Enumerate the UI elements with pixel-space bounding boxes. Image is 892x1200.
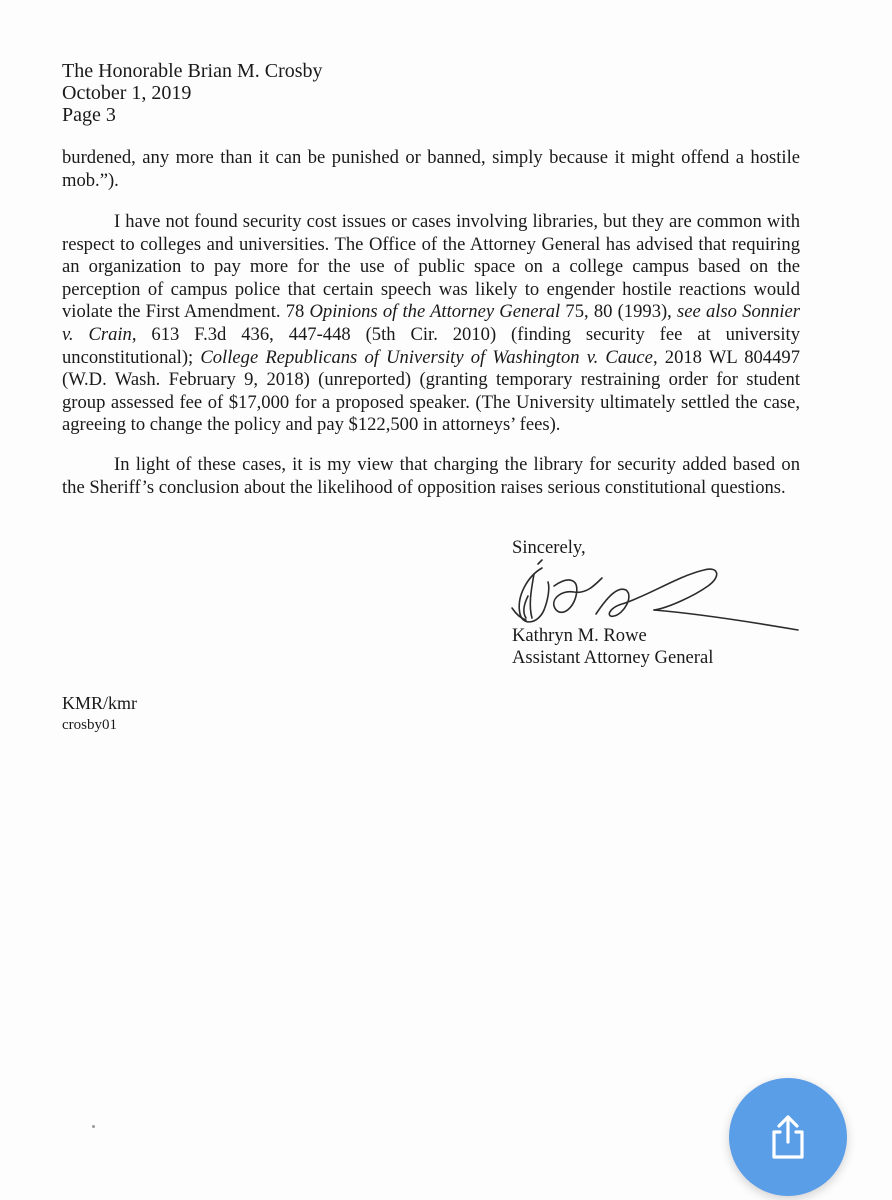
case-name: see also Sonnier v. Crain	[62, 301, 800, 345]
paragraph-text: , 613 F.3d 436, 447-448 (5th Cir. 2010) (finding security fee at university unconstitutional);	[62, 323, 800, 368]
case-name: College Republicans of University of Washington v. Cauce	[200, 346, 653, 368]
letter-date: October 1, 2019	[62, 82, 192, 104]
file-reference: crosby01	[62, 717, 117, 733]
paragraph-continuation	[62, 147, 800, 192]
recipient-line: The Honorable Brian M. Crosby	[62, 60, 323, 82]
paragraph-text: burdened, any more than it can be punished or banned, simply because it might offend a hostile mob.”).	[62, 147, 800, 191]
page-number: Page 3	[62, 104, 116, 126]
author-initials: KMR/kmr	[62, 693, 138, 713]
paragraph-conclusion	[62, 454, 800, 499]
paragraph-text: 75, 80 (1993),	[560, 301, 678, 323]
paragraph-text: In light of these cases, it is my view that charging the library for security added based on the Sheriff’s conclusion about the likelihood of opposition raises serious constitutional questions.	[62, 454, 800, 498]
paragraph-security-costs	[62, 211, 800, 437]
scan-speck	[92, 1125, 95, 1128]
signer-name: Kathryn M. Rowe	[512, 625, 647, 646]
closing-salutation: Sincerely,	[512, 537, 586, 558]
share-button[interactable]	[729, 1078, 847, 1196]
share-icon	[768, 1114, 808, 1160]
citation-title: Opinions of the Attorney General	[309, 301, 561, 323]
paragraph-text: , 2018 WL 804497 (W.D. Wash. February 9, 2018) (unreported) (granting temporary restraining order for student group assessed fee of $17,000 for a proposed speaker. (The University ultimately settled the case, agreeing to change the policy and pay $122,500 in attorneys’ fees).	[62, 346, 800, 436]
signer-title: Assistant Attorney General	[512, 647, 714, 668]
paragraph-text: I have not found security cost issues or cases involving libraries, but they are common with respect to colleges and universities. The Office of the Attorney General has advised that requiring an organization to pay more for the use of public space on a college campus based on the perception of campus police that certain speech was likely to engender hostile reactions would violate the First Amendment. 78	[62, 211, 800, 323]
